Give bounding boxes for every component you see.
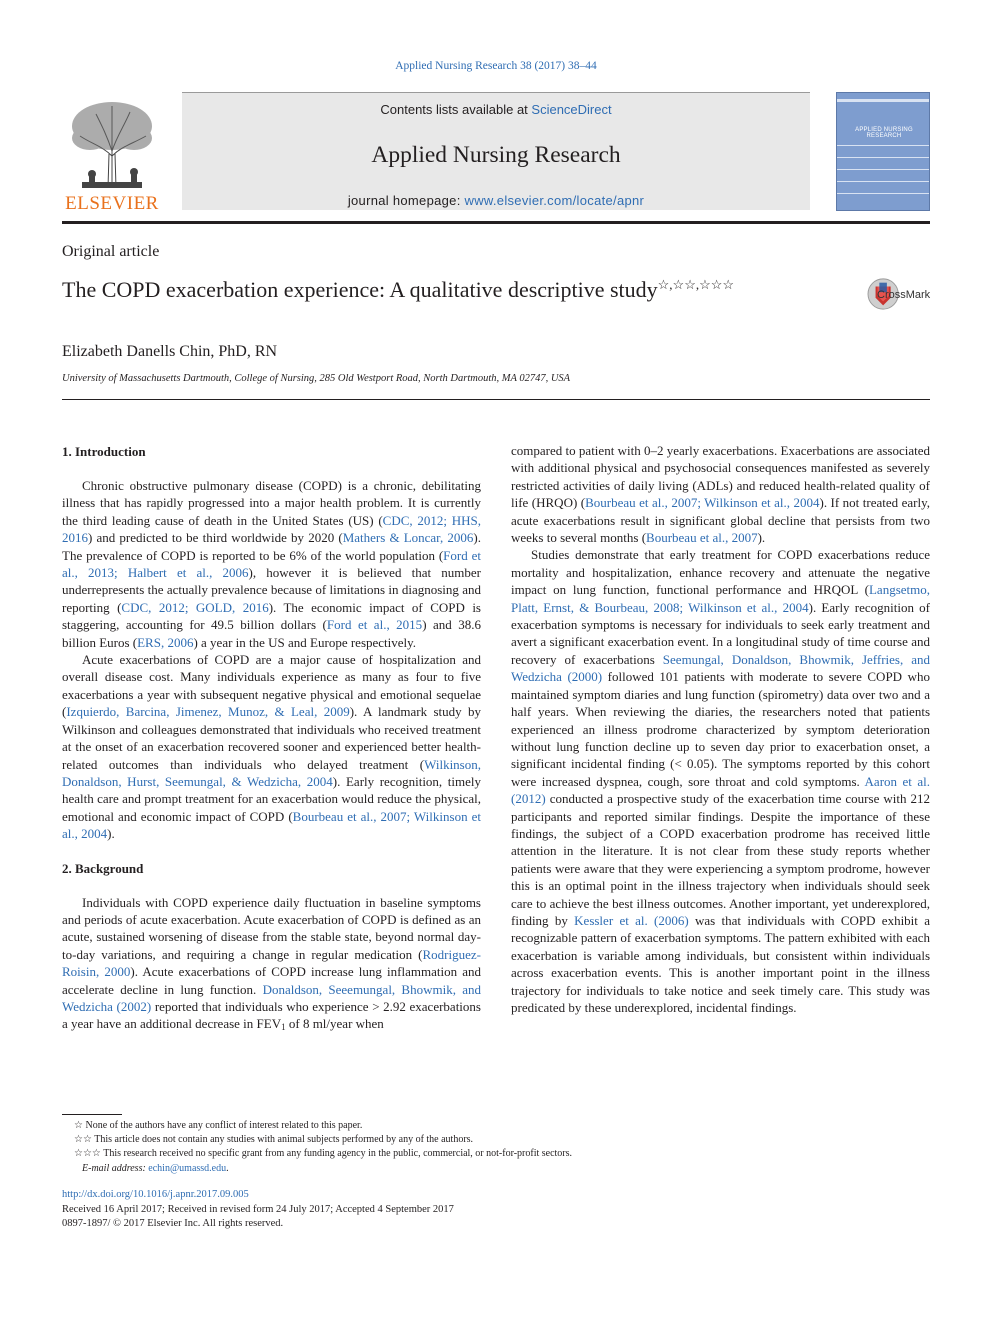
body-paragraph: Chronic obstructive pulmonary disease (COPD) is a chronic, debilitating illness that has rapidly progressed into a major health problem. It is currently the third leading cause of death in the United States (US) (CDC, 2012; HHS, 2016) and predicted to be third worldwide by 2020 (Mathers & Loncar, 2006). The prevalence of COPD is reported to be 6% of the world population (Ford et al., 2013; Halbert et al., 2006), however it is believed that number underrepresents the actually prevalence because of limitations in diagnosing and reporting (CDC, 2012; GOLD, 2016). The economic impact of COPD is staggering, accounting for 49.5 billion dollars (Ford et al., 2015) and 38.6 billion Euros (ERS, 2006) a year in the US and Europe respectively. [62,478,481,650]
reference-link[interactable]: Ford et al., 2015 [326,617,423,633]
footnote-mark: ☆ [74,1120,83,1131]
reference-link[interactable]: Aaron et al. (2012) [511,773,930,807]
journal-cover-thumbnail[interactable] [836,92,930,211]
reference-link[interactable]: Langsetmo, Platt, Ernst, & Bourbeau, 2008; Wilkinson et al., 2004 [511,582,930,615]
cover-band [837,157,929,158]
reference-link[interactable]: Mathers & Loncar, 2006 [342,530,474,546]
reference-link[interactable]: Bourbeau et al., 2007; Wilkinson et al., 2004 [62,808,481,842]
footnotes [62,1119,930,1176]
email-footnote: E-mail address: echin@umassd.edu. [82,1162,229,1174]
footnote-rule [62,1114,122,1115]
elsevier-wordmark: ELSEVIER [65,193,159,214]
body-paragraph: Acute exacerbations of COPD are a major cause of hospitalization and overall disease cost. Many individuals experience as many as four to five exacerbations a year with subsequent negative physical and emotional sequelae (Izquierdo, Barcina, Jimenez, Munoz, & Leal, 2009). A landmark study by Wilkinson and colleagues demonstrated that individuals who received treatment at the onset of an exacerbation recovered sooner and experienced better health-related outcomes than individuals who delayed treatment (Wilkinson, Donaldson, Hurst, Seemungal, & Wedzicha, 2004). Early recognition, timely health care and prompt treatment for an exacerbation would reduce the physical, emotional and economic impact of COPD (Bourbeau et al., 2007; Wilkinson et al., 2004). [62,652,482,842]
journal-masthead [182,92,810,210]
reference-link[interactable]: Donaldson, Seeemungal, Bhowmik, and Wedzicha (2002) [62,981,481,1014]
reference-link[interactable]: Izquierdo, Barcina, Jimenez, Munoz, & Leal, 2009 [66,704,350,720]
reference-link[interactable]: Bourbeau et al., 2007 [646,530,758,546]
homepage-link[interactable]: www.elsevier.com/locate/apnr [464,193,645,208]
contents-line [182,102,810,117]
footnote-mark: ☆☆☆ [74,1148,101,1160]
body-paragraph: compared to patient with 0–2 yearly exacerbations. Exacerbations are associated with additional physical and psychosocial consequences manifested as severely restricted activities of daily living (ADLs) and reduced health-related quality of life (HRQO) (Bourbeau et al., 2007; Wilkinson et al., 2004). If not treated early, acute exacerbations result in significant global decline that persists from two weeks to several months (Bourbeau et al., 2007). [511,443,930,546]
article-type: Original article [62,243,160,260]
doi-link[interactable]: http://dx.doi.org/10.1016/j.apnr.2017.09.005 [62,1189,249,1200]
left-column [62,443,481,1037]
cover-title: APPLIED NURSING RESEARCH [855,127,913,139]
author-name: Elizabeth Danells Chin, PhD, RN [62,343,278,360]
homepage-prefix: journal homepage: [347,193,465,208]
title-footnote-marks[interactable]: ☆,☆☆,☆☆☆ [657,277,735,292]
author-affiliation: University of Massachusetts Dartmouth, College of Nursing, 285 Old Westport Road, North Dartmouth, MA 02747, USA [62,373,571,384]
section-heading-background: 2. Background [62,860,144,876]
right-column [511,442,930,1016]
reference-link[interactable]: Rodriguez-Roisin, 2000 [62,946,481,980]
section-heading-introduction: 1. Introduction [62,444,146,459]
footnote: ☆ None of the authors have any conflict of interest related to this paper. [62,1119,930,1133]
reference-link[interactable]: CDC, 2012; GOLD, 2016 [121,599,269,615]
body-paragraph: Individuals with COPD experience daily fluctuation in baseline symptoms and periods of acute exacerbation. Acute exacerbation of COPD is defined as an acute, sustained worsening of disease from the stable state, beyond normal day-to-day variations, and requiring a change in regular medication (Rodriguez-Roisin, 2000). Acute exacerbations of COPD increase lung inflammation and accelerate decline in lung function. Donaldson, Seeemungal, Bhowmik, and Wedzicha (2002) reported that individuals who experience > 2.92 exacerbations a year have an additional decrease in $FEV_1$ of 8 ml/year when [62,894,481,1033]
reference-link[interactable]: Wilkinson, Donaldson, Hurst, Seemungal, & Wedzicha, 2004 [62,756,481,789]
reference-link[interactable]: Bourbeau et al., 2007; Wilkinson et al., 2004 [585,495,820,511]
reference-link[interactable]: ERS, 2006 [137,634,194,650]
journal-homepage [182,193,810,208]
sciencedirect-link[interactable]: ScienceDirect [531,102,612,117]
reference-link[interactable]: CDC, 2012; HHS, 2016 [62,512,481,546]
contents-prefix: Contents lists available at [380,102,532,117]
footnote: ☆☆☆ This research received no specific grant from any funding agency in the public, commercial, or not-for-profit sectors. [62,1147,930,1161]
footnote: ☆☆ This article does not contain any studies with animal subjects performed by any of the authors. [62,1133,930,1147]
cover-band [837,193,929,194]
reference-link[interactable]: Seemungal, Donaldson, Bhowmik, Jeffries, and Wedzicha (2000) [511,651,931,685]
journal-name: Applied Nursing Research [371,142,621,168]
journal-citation-link[interactable]: Applied Nursing Research 38 (2017) 38–44 [395,60,597,72]
masthead-rule [62,221,930,224]
email-label: E-mail address: [82,1162,146,1174]
body-paragraph: Studies demonstrate that early treatment for COPD exacerbations reduce mortality and hospitalization, enhance recovery and attenuate the negative impact on lung function, functional performance and HRQOL (Langsetmo, Platt, Ernst, & Bourbeau, 2008; Wilkinson et al., 2004). Early recognition of exacerbation symptoms is necessary for individuals to seek early treatment and avert a significant exacerbation event. In a longitudinal study of time course and recovery of exacerbations Seemungal, Donaldson, Bhowmik, Jeffries, and Wedzicha (2000) followed 101 patients with moderate to severe COPD who maintained symptom diaries and lung function (spirometry) data over two and a half years. When reviewing the diaries, the researchers noted that patients experienced an illness prodrome characterized by symptom deterioration without lung function decline up to seven day prior to exacerbation onset, a significant incidental finding (< 0.05). The symptoms reported by this cohort were increased dyspnea, cough, sore throat and cold symptoms. Aaron et al. (2012) conducted a prospective study of the exacerbation time course with 212 participants and reported similar findings. Despite the importance of these findings, the subject of a COPD exacerbation prodrome has received little attention in the literature. It is not clear from these study reports whether patients were aware that they were experiencing a symptom prodrome, however this is an optimal point in the illness trajectory when individuals should seek care to achieve the best illness outcomes. Another important, yet underexplored, finding by Kessler et al. (2006) was that individuals with COPD exhibit a recognizable pattern of exacerbation symptoms. The pattern exhibited with each exacerbation is variable among individuals, but consistent within individuals across exacerbation events. This is another important point in the illness trajectory for individuals to take notice and seek timely care. This study was predicated by these underexplored, incidental findings. [511,547,931,1015]
copyright-line: 0897-1897/ © 2017 Elsevier Inc. All rights reserved. [62,1218,284,1229]
article-title [62,270,762,304]
article-dates: Received 16 April 2017; Received in revised form 24 July 2017; Accepted 4 September 2017 [62,1203,454,1215]
publication-info [62,1188,930,1232]
crossmark-label[interactable]: CrossMark [877,289,931,301]
cover-band [837,181,929,182]
reference-link[interactable]: Ford et al., 2013; Halbert et al., 2006 [62,547,481,581]
reference-link[interactable]: Kessler et al. (2006) [574,912,689,928]
cover-band [837,99,929,102]
cover-band [837,145,929,146]
footnote-mark: ☆☆ [74,1134,92,1146]
article-title-text: The COPD exacerbation experience: A qualitative descriptive study [62,277,658,302]
author-email-link[interactable]: echin@umassd.edu [148,1162,227,1174]
cover-band [837,169,929,170]
title-rule [62,399,930,400]
